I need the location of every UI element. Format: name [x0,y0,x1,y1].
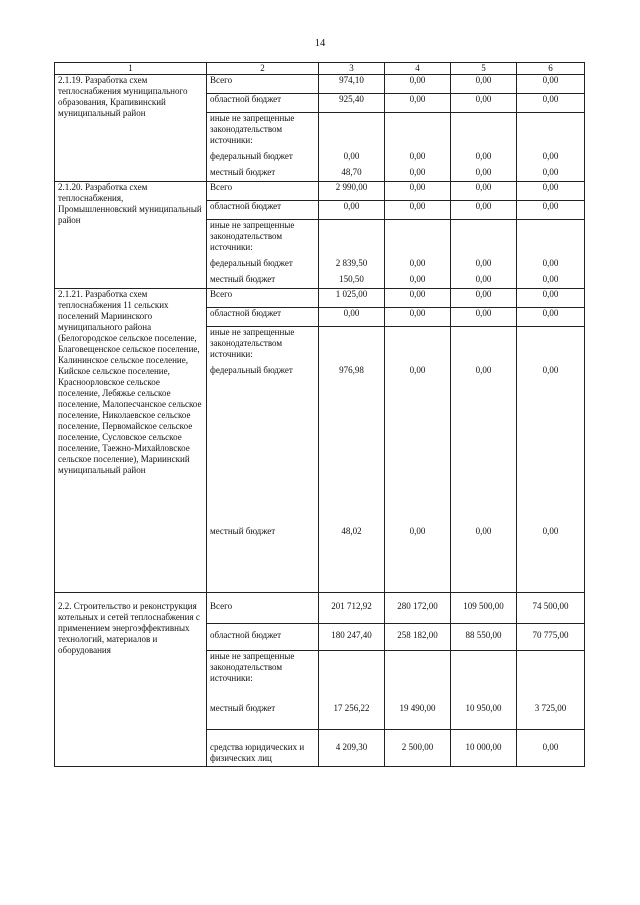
value-cell: 0,00 [451,365,517,470]
source-cell: федеральный бюджет [207,365,319,470]
value-cell [451,220,517,259]
value-cell: 0,00 [451,308,517,327]
value-cell: 48,70 [319,167,385,182]
value-cell [319,220,385,259]
value-cell [451,113,517,152]
budget-table [54,62,585,767]
value-cell: 2 500,00 [385,730,451,767]
column-header: 3 [319,63,385,75]
value-cell: 70 775,00 [517,624,585,651]
source-cell: федеральный бюджет [207,258,319,274]
value-cell: 0,00 [517,274,585,289]
value-cell [517,220,585,259]
value-cell [385,220,451,259]
value-cell: 48,02 [319,470,385,593]
value-cell: 0,00 [517,365,585,470]
value-cell: 0,00 [385,151,451,167]
source-cell: Всего [207,593,319,624]
header-row [55,63,585,75]
value-cell [385,651,451,688]
activity-cell: 2.1.21. Разработка схем теплоснабжения 11 сельских поселений Мариинского муниципального района (Белогородское сельское поселение, Благовещенское сельское поселение, Калининское сельское поселение, Кийское сельское поселение, Красноорловское сельское поселение, Лебяжье сельское поселение, Малопесчанское сельское поселение, Николаевское сельское поселение, Первомайское сельское поселение, Сусловское сельское поселение, Таежно-Михайловское сельское поселение), Мариинский муниципальный район [55,289,207,593]
value-cell: 0,00 [319,308,385,327]
source-cell: Всего [207,75,319,94]
value-cell: 0,00 [319,201,385,220]
value-cell: 0,00 [451,274,517,289]
value-cell: 0,00 [517,151,585,167]
value-cell: 74 500,00 [517,593,585,624]
value-cell: 0,00 [451,289,517,308]
value-cell: 258 182,00 [385,624,451,651]
value-cell: 0,00 [451,182,517,201]
value-cell: 0,00 [385,308,451,327]
source-cell: областной бюджет [207,201,319,220]
table-row [55,75,585,94]
value-cell: 3 725,00 [517,687,585,730]
value-cell: 0,00 [517,75,585,94]
value-cell [517,651,585,688]
source-cell: средства юридических и физических лиц [207,730,319,767]
value-cell: 1 025,00 [319,289,385,308]
value-cell: 0,00 [385,94,451,113]
page-number: 14 [314,38,326,49]
source-cell: областной бюджет [207,624,319,651]
value-cell: 88 550,00 [451,624,517,651]
value-cell: 0,00 [385,182,451,201]
value-cell: 0,00 [451,258,517,274]
value-cell: 0,00 [385,274,451,289]
column-header: 4 [385,63,451,75]
activity-cell: 2.2. Строительство и реконструкция котельных и сетей теплоснабжения с применением энергоэффективных технологий, материалов и оборудования [55,593,207,767]
value-cell: 0,00 [517,94,585,113]
value-cell [319,113,385,152]
value-cell [517,327,585,366]
value-cell: 0,00 [319,151,385,167]
source-cell: иные не запрещенные законодательством источники: [207,220,319,259]
source-cell: областной бюджет [207,308,319,327]
value-cell: 17 256,22 [319,687,385,730]
activity-cell: 2.1.19. Разработка схем теплоснабжения муниципального образования, Крапивинский муниципальный район [55,75,207,182]
table-row [55,593,585,624]
value-cell: 201 712,92 [319,593,385,624]
value-cell: 974,10 [319,75,385,94]
source-cell: местный бюджет [207,274,319,289]
value-cell: 0,00 [451,470,517,593]
value-cell: 0,00 [451,151,517,167]
value-cell: 0,00 [385,289,451,308]
value-cell: 180 247,40 [319,624,385,651]
table-row [55,182,585,201]
value-cell: 925,40 [319,94,385,113]
value-cell: 19 490,00 [385,687,451,730]
value-cell: 0,00 [517,308,585,327]
value-cell: 0,00 [385,75,451,94]
column-header: 6 [517,63,585,75]
value-cell: 0,00 [517,258,585,274]
source-cell: иные не запрещенные законодательством источники: [207,651,319,688]
value-cell: 0,00 [517,182,585,201]
value-cell: 0,00 [517,730,585,767]
value-cell [319,327,385,366]
source-cell: иные не запрещенные законодательством источники: [207,113,319,152]
source-cell: местный бюджет [207,470,319,593]
value-cell: 0,00 [451,94,517,113]
source-cell: областной бюджет [207,94,319,113]
source-cell: местный бюджет [207,687,319,730]
value-cell [451,651,517,688]
value-cell: 10 000,00 [451,730,517,767]
source-cell: Всего [207,182,319,201]
value-cell [319,651,385,688]
value-cell: 150,50 [319,274,385,289]
value-cell: 0,00 [451,167,517,182]
value-cell: 976,98 [319,365,385,470]
value-cell: 0,00 [517,201,585,220]
value-cell: 2 839,50 [319,258,385,274]
value-cell: 0,00 [385,365,451,470]
value-cell: 4 209,30 [319,730,385,767]
source-cell: иные не запрещенные законодательством источники: [207,327,319,366]
value-cell [517,113,585,152]
source-cell: федеральный бюджет [207,151,319,167]
value-cell: 0,00 [385,167,451,182]
table-row [55,289,585,308]
source-cell: местный бюджет [207,167,319,182]
column-header: 5 [451,63,517,75]
value-cell: 0,00 [517,470,585,593]
value-cell: 0,00 [451,75,517,94]
value-cell: 280 172,00 [385,593,451,624]
value-cell: 109 500,00 [451,593,517,624]
value-cell: 0,00 [385,470,451,593]
source-cell: Всего [207,289,319,308]
activity-cell: 2.1.20. Разработка схем теплоснабжения, Промышленновский муниципальный район [55,182,207,289]
value-cell [385,113,451,152]
value-cell [385,327,451,366]
value-cell: 0,00 [385,201,451,220]
value-cell: 0,00 [385,258,451,274]
value-cell [451,327,517,366]
column-header: 1 [55,63,207,75]
value-cell: 0,00 [517,289,585,308]
column-header: 2 [207,63,319,75]
value-cell: 0,00 [517,167,585,182]
value-cell: 0,00 [451,201,517,220]
value-cell: 10 950,00 [451,687,517,730]
value-cell: 2 990,00 [319,182,385,201]
